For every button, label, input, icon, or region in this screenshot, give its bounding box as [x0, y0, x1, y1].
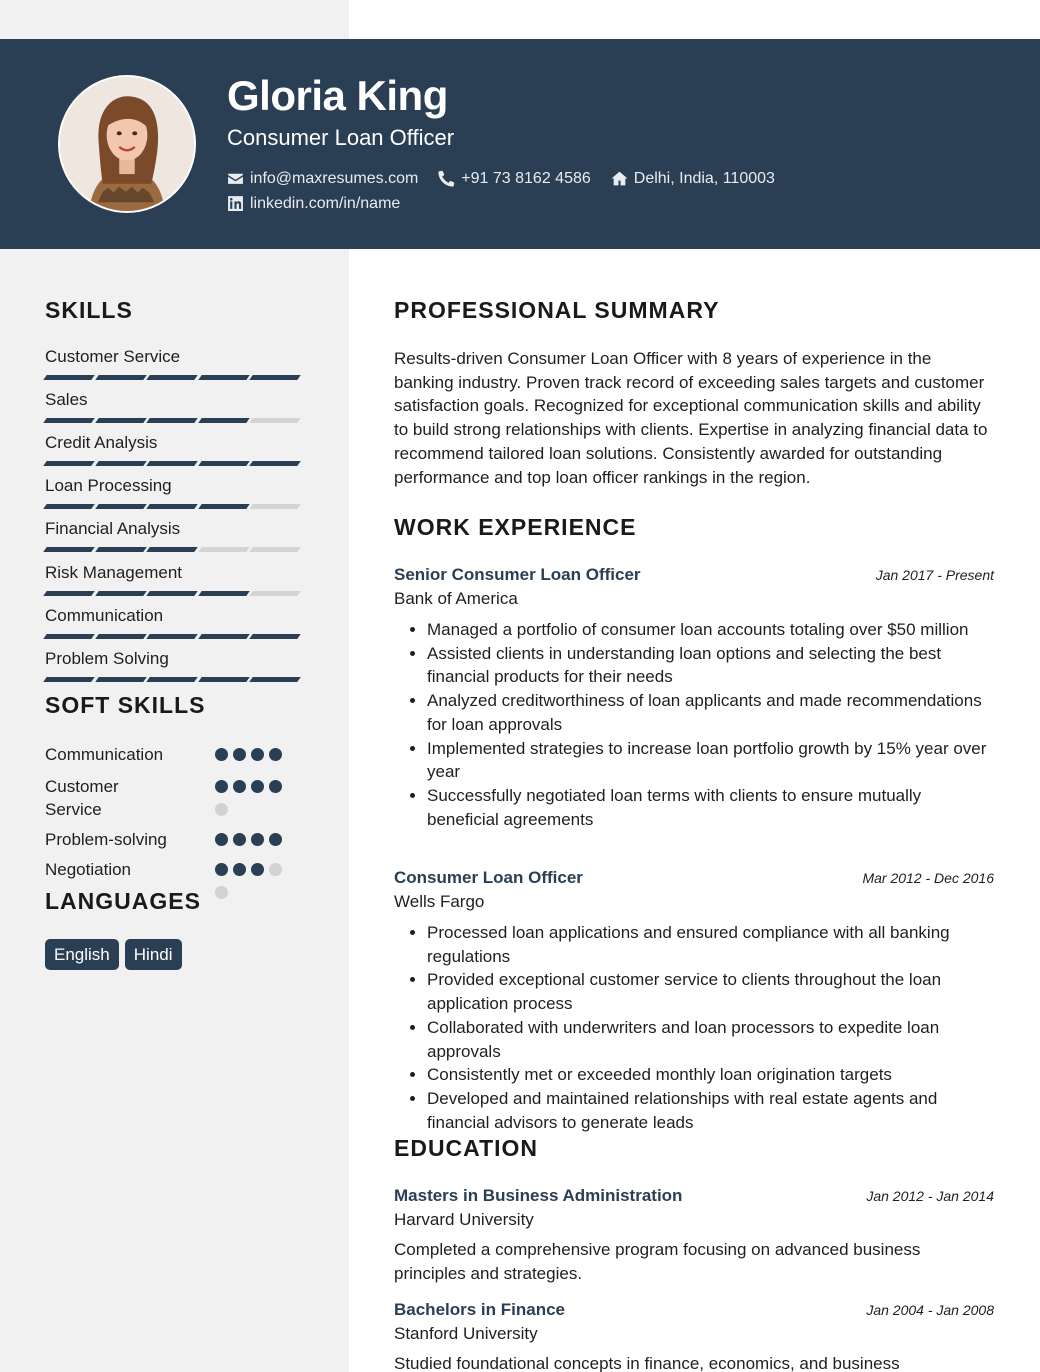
rating-dot [269, 780, 282, 793]
skill-level-segment [198, 504, 250, 509]
skill-level-bar [45, 547, 305, 552]
job-role: Senior Consumer Loan Officer [394, 565, 641, 584]
skill-level-segment [95, 461, 147, 466]
skill-level-segment [43, 504, 95, 509]
skill-level-bar [45, 375, 305, 380]
education-heading: EDUCATION [394, 1135, 539, 1161]
rating-dot [215, 803, 228, 816]
degree-name: Bachelors in Finance [394, 1300, 565, 1319]
job-date: Mar 2012 - Dec 2016 [862, 870, 994, 886]
phone-text: +91 73 8162 4586 [461, 169, 591, 187]
skill-name: Sales [45, 390, 88, 409]
soft-skill-item [45, 743, 295, 766]
bullet-item: • Collaborated with underwriters and loan processors to expedite loan approvals [427, 1016, 994, 1063]
skill-level-segment [146, 418, 198, 423]
skill-level-bar [45, 504, 305, 509]
skill-level-segment [43, 418, 95, 423]
education-description: Studied foundational concepts in finance, economics, and business [394, 1354, 900, 1372]
job-bullets [394, 618, 994, 831]
rating-dot [269, 748, 282, 761]
skill-level-segment [146, 634, 198, 639]
rating-dot [251, 833, 264, 846]
skill-level-segment [198, 375, 250, 380]
languages-heading: LANGUAGES [45, 888, 201, 914]
address-text: Delhi, India, 110003 [633, 169, 775, 187]
skill-level-segment [249, 461, 301, 466]
bullet-item: • Processed loan applications and ensured compliance with all banking regulations [427, 921, 994, 968]
rating-dot [215, 780, 228, 793]
skill-level-segment [95, 504, 147, 509]
rating-dot [251, 748, 264, 761]
skill-level-segment [95, 418, 147, 423]
skill-name: Problem Solving [45, 649, 169, 668]
skill-level-segment [43, 634, 95, 639]
language-tag: Hindi [125, 939, 182, 970]
skill-level-segment [95, 677, 147, 682]
skill-level-segment [146, 504, 198, 509]
email-contact[interactable] [227, 170, 418, 188]
soft-skill-name: Problem-solving [45, 830, 167, 849]
bullet-item: • Assisted clients in understanding loan options and selecting the best financial products for their needs [427, 642, 994, 689]
rating-dot [233, 780, 246, 793]
rating-dot [269, 863, 282, 876]
contact-info [227, 166, 795, 216]
skill-item [45, 519, 305, 552]
soft-skill-name: Communication [45, 745, 164, 764]
soft-skills-heading: SOFT SKILLS [45, 692, 206, 718]
rating-dot [233, 863, 246, 876]
bullet-item: • Provided exceptional customer service to clients throughout the loan application process [427, 968, 994, 1015]
skill-level-segment [146, 677, 198, 682]
education-date: Jan 2012 - Jan 2014 [866, 1188, 994, 1204]
linkedin-text: linkedin.com/in/name [250, 194, 401, 212]
company-name: Wells Fargo [394, 892, 485, 911]
soft-skill-rating [215, 748, 290, 771]
resume-header [0, 39, 1040, 249]
skill-level-segment [146, 461, 198, 466]
skill-level-segment [249, 677, 301, 682]
skill-level-bar [45, 634, 305, 639]
skill-item [45, 347, 305, 380]
skill-item [45, 606, 305, 639]
envelope-icon [227, 170, 244, 187]
skill-level-segment [95, 547, 147, 552]
skill-item [45, 390, 305, 423]
skill-level-segment [146, 591, 198, 596]
skill-level-segment [198, 418, 250, 423]
rating-dot [215, 863, 228, 876]
education-date: Jan 2004 - Jan 2008 [866, 1302, 994, 1318]
rating-dot [251, 863, 264, 876]
bullet-item: • Developed and maintained relationships with real estate agents and financial advisors to generate leads [427, 1087, 994, 1134]
avatar [58, 75, 196, 213]
job-role: Consumer Loan Officer [394, 868, 583, 887]
bullet-item: • Successfully negotiated loan terms with clients to ensure mutually beneficial agreements [427, 784, 994, 831]
skill-level-segment [43, 591, 95, 596]
phone-contact[interactable] [438, 170, 590, 188]
skill-level-segment [43, 375, 95, 380]
company-name: Bank of America [394, 589, 518, 608]
job-date: Jan 2017 - Present [875, 567, 994, 583]
skill-name: Customer Service [45, 347, 181, 366]
candidate-name: Gloria King [227, 72, 448, 119]
skill-level-segment [249, 418, 301, 423]
skill-level-bar [45, 591, 305, 596]
soft-skill-item [45, 858, 295, 881]
skill-level-segment [249, 547, 301, 552]
skill-name: Loan Processing [45, 476, 172, 495]
bullet-item: • Managed a portfolio of consumer loan accounts totaling over $50 million [427, 618, 994, 642]
skill-level-bar [45, 677, 305, 682]
school-name: Stanford University [394, 1324, 538, 1343]
phone-icon [438, 170, 455, 187]
soft-skill-item [45, 828, 295, 851]
rating-dot [233, 833, 246, 846]
skill-level-segment [43, 547, 95, 552]
skill-level-segment [249, 375, 301, 380]
skill-level-segment [43, 461, 95, 466]
profile-photo [60, 77, 194, 211]
skill-level-bar [45, 418, 305, 423]
skill-level-segment [198, 634, 250, 639]
rating-dot [215, 886, 228, 899]
skill-item [45, 649, 305, 682]
linkedin-icon [227, 195, 244, 212]
skill-level-segment [43, 677, 95, 682]
degree-name: Masters in Business Administration [394, 1186, 683, 1205]
bullet-item: • Consistently met or exceeded monthly loan origination targets [427, 1063, 994, 1087]
skill-level-segment [249, 591, 301, 596]
skill-name: Risk Management [45, 563, 183, 582]
experience-entry [394, 867, 994, 1134]
soft-skill-rating [215, 863, 290, 909]
skill-level-segment [198, 547, 250, 552]
experience-entry [394, 564, 994, 831]
skill-level-segment [146, 547, 198, 552]
skill-item [45, 563, 305, 596]
summary-text: Results-driven Consumer Loan Officer with 8 years of experience in the banking industry. Proven track record of exceeding sales targets and customer satisfaction goals. Recognized for exceptional communication skills and ability to build strong relationships with clients. Expertise in analyzing financial data to recommend tailored loan solutions. Consistently awarded for outstanding performance and top loan officer rankings in the region. [394, 349, 988, 487]
skill-level-segment [95, 375, 147, 380]
candidate-title: Consumer Loan Officer [227, 125, 455, 150]
skill-item [45, 433, 305, 466]
rating-dot [215, 833, 228, 846]
skill-level-segment [249, 634, 301, 639]
rating-dot [215, 748, 228, 761]
language-tag: English [45, 939, 119, 970]
job-bullets [394, 921, 994, 1134]
linkedin-contact[interactable] [227, 195, 400, 213]
bullet-item: • Analyzed creditworthiness of loan applicants and made recommendations for loan approvals [427, 689, 994, 736]
address-contact [611, 170, 775, 188]
soft-skill-rating [215, 833, 290, 856]
skill-level-segment [198, 591, 250, 596]
education-description: Completed a comprehensive program focusing on advanced business principles and strategies. [394, 1240, 921, 1283]
soft-skill-name: Negotiation [45, 860, 132, 879]
soft-skill-item [45, 775, 295, 821]
experience-heading: WORK EXPERIENCE [394, 514, 637, 540]
soft-skill-name: Customer Service [45, 777, 119, 819]
skill-level-segment [95, 634, 147, 639]
rating-dot [251, 780, 264, 793]
rating-dot [269, 833, 282, 846]
school-name: Harvard University [394, 1210, 534, 1229]
skill-name: Financial Analysis [45, 519, 181, 538]
education-entry [394, 1299, 994, 1372]
skill-level-segment [198, 461, 250, 466]
home-icon [611, 170, 628, 187]
soft-skill-rating [215, 780, 290, 826]
education-entry [394, 1185, 994, 1285]
email-text: info@maxresumes.com [250, 169, 419, 187]
languages-list [45, 939, 188, 970]
skills-heading: SKILLS [45, 297, 133, 323]
summary-heading: PROFESSIONAL SUMMARY [394, 297, 720, 323]
bullet-item: • Implemented strategies to increase loan portfolio growth by 15% year over year [427, 737, 994, 784]
skill-level-bar [45, 461, 305, 466]
skill-level-segment [146, 375, 198, 380]
skill-name: Credit Analysis [45, 433, 158, 452]
skill-level-segment [198, 677, 250, 682]
skill-level-segment [95, 591, 147, 596]
rating-dot [233, 748, 246, 761]
skill-name: Communication [45, 606, 164, 625]
skill-item [45, 476, 305, 509]
skill-level-segment [249, 504, 301, 509]
